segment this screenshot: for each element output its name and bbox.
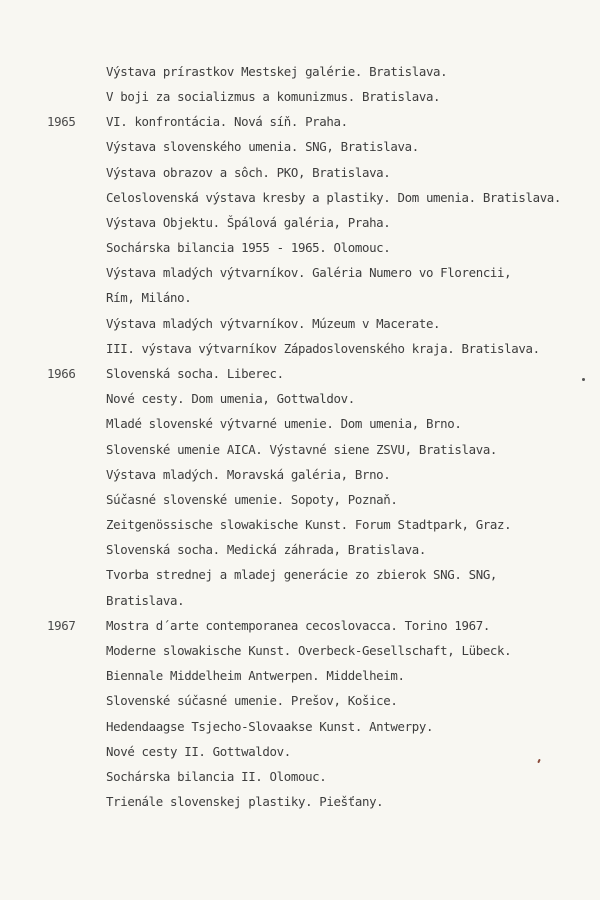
exhibition-entry: Bratislava. xyxy=(106,593,185,608)
list-item xyxy=(0,593,600,617)
exhibition-entry: Výstava prírastkov Mestskej galérie. Bratislava. xyxy=(106,64,448,79)
exhibition-entry: Rím, Miláno. xyxy=(106,290,192,305)
list-item xyxy=(0,64,600,88)
exhibition-entry: Hedendaagse Tsjecho-Slovaakse Kunst. Antwerpy. xyxy=(106,719,434,734)
exhibition-entry: Mladé slovenské výtvarné umenie. Dom umenia, Brno. xyxy=(106,416,462,431)
exhibition-entry: III. výstava výtvarníkov Západoslovenského kraja. Bratislava. xyxy=(106,341,540,356)
exhibition-entry: Výstava obrazov a sôch. PKO, Bratislava. xyxy=(106,165,391,180)
exhibition-entry: Slovenská socha. Medická záhrada, Bratislava. xyxy=(106,542,426,557)
list-item xyxy=(0,467,600,491)
list-item xyxy=(0,643,600,667)
exhibition-entry: Mostra d´arte contemporanea cecoslovacca. Torino 1967. xyxy=(106,618,490,633)
list-item xyxy=(0,744,600,768)
list-item xyxy=(0,165,600,189)
exhibition-entry: Sochárska bilancia 1955 - 1965. Olomouc. xyxy=(106,240,391,255)
exhibition-entry: Výstava mladých. Moravská galéria, Brno. xyxy=(106,467,391,482)
exhibition-entry: VI. konfrontácia. Nová síň. Praha. xyxy=(106,114,348,129)
year-label: 1966 xyxy=(47,366,76,381)
list-item xyxy=(0,492,600,516)
list-item xyxy=(0,542,600,566)
list-item xyxy=(0,719,600,743)
exhibition-entry: Slovenské umenie AICA. Výstavné siene ZSVU, Bratislava. xyxy=(106,442,498,457)
list-item xyxy=(0,794,600,818)
list-item xyxy=(0,240,600,264)
list-item xyxy=(0,89,600,113)
exhibition-entry: Výstava Objektu. Špálová galéria, Praha. xyxy=(106,215,391,230)
exhibition-entry: Celoslovenská výstava kresby a plastiky. Dom umenia. Bratislava. xyxy=(106,190,562,205)
exhibition-entry: Výstava mladých výtvarníkov. Múzeum v Macerate. xyxy=(106,316,441,331)
list-item xyxy=(0,416,600,440)
list-item xyxy=(0,668,600,692)
list-item xyxy=(0,618,600,642)
exhibition-entry: Sochárska bilancia II. Olomouc. xyxy=(106,769,327,784)
list-item xyxy=(0,366,600,390)
year-label: 1965 xyxy=(47,114,76,129)
list-item xyxy=(0,215,600,239)
exhibition-entry: Biennale Middelheim Antwerpen. Middelheim. xyxy=(106,668,405,683)
exhibition-entry: Slovenské súčasné umenie. Prešov, Košice. xyxy=(106,693,398,708)
exhibition-entry: Nové cesty II. Gottwaldov. xyxy=(106,744,291,759)
exhibition-entry: Výstava slovenského umenia. SNG, Bratislava. xyxy=(106,139,419,154)
year-label: 1967 xyxy=(47,618,76,633)
list-item xyxy=(0,190,600,214)
list-item xyxy=(0,139,600,163)
exhibition-entry: V boji za socializmus a komunizmus. Bratislava. xyxy=(106,89,441,104)
exhibition-entry: Súčasné slovenské umenie. Sopoty, Poznaň. xyxy=(106,492,398,507)
list-item xyxy=(0,693,600,717)
exhibition-entry: Zeitgenössische slowakische Kunst. Forum Stadtpark, Graz. xyxy=(106,517,512,532)
list-item xyxy=(0,114,600,138)
list-item xyxy=(0,316,600,340)
list-item xyxy=(0,517,600,541)
list-item xyxy=(0,769,600,793)
list-item xyxy=(0,391,600,415)
list-item xyxy=(0,341,600,365)
list-item xyxy=(0,442,600,466)
list-item xyxy=(0,567,600,591)
exhibition-entry: Slovenská socha. Liberec. xyxy=(106,366,284,381)
ink-speck xyxy=(582,378,585,381)
exhibition-entry: Nové cesty. Dom umenia, Gottwaldov. xyxy=(106,391,355,406)
exhibition-entry: Výstava mladých výtvarníkov. Galéria Numero vo Florencii, xyxy=(106,265,512,280)
exhibition-entry: Trienále slovenskej plastiky. Piešťany. xyxy=(106,794,384,809)
list-item xyxy=(0,265,600,289)
exhibition-entry: Moderne slowakische Kunst. Overbeck-Gesellschaft, Lübeck. xyxy=(106,643,512,658)
list-item xyxy=(0,290,600,314)
exhibition-entry: Tvorba strednej a mladej generácie zo zbierok SNG. SNG, xyxy=(106,567,498,582)
